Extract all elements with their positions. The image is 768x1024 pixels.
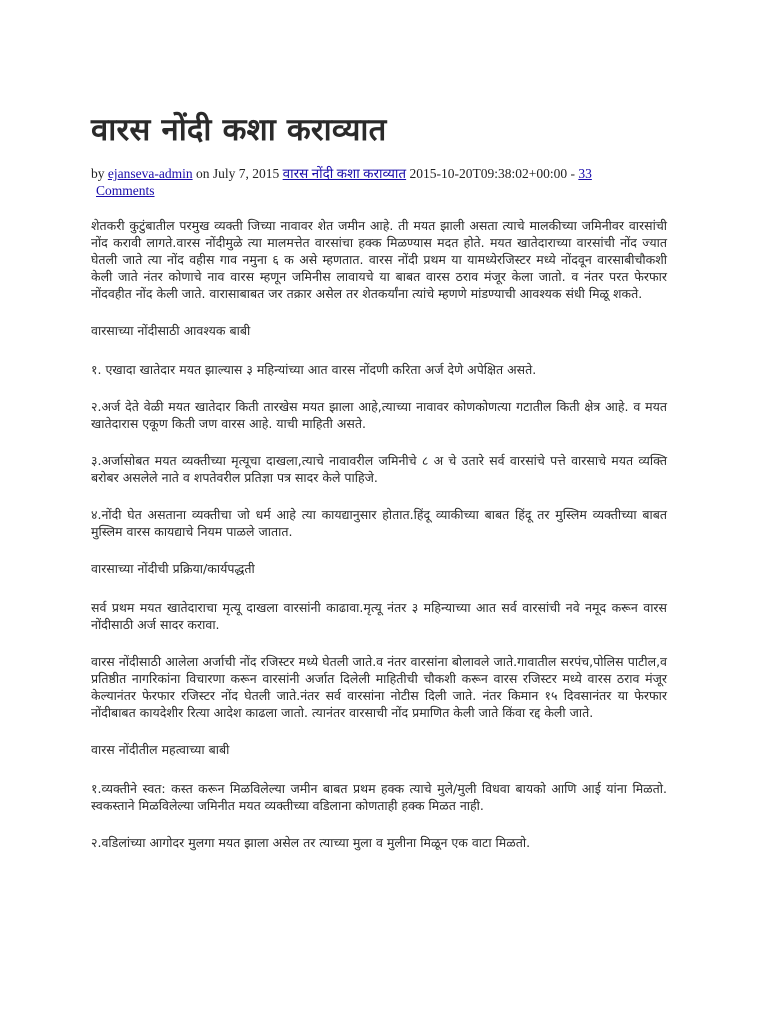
article [91, 108, 667, 871]
author-link[interactable]: ejanseva-admin [107, 166, 193, 181]
section-heading-process: वारसाच्या नोंदीची प्रक्रिया/कार्यपद्धती [91, 561, 255, 576]
section-heading-important: वारस नोंदीतील महत्वाच्या बाबी [91, 742, 230, 757]
paragraph-important-2: २.वडिलांच्या आगोदर मुलगा मयत झाला असेल तर त्याच्या मुला व मुलीना मिळून एक वाटा मिळतो. [91, 835, 531, 850]
meta-by: by [91, 166, 105, 181]
paragraph-point-2: २.अर्ज देते वेळी मयत खातेदार किती तारखेस मयत झाला आहे,त्याच्या नावावर कोणकोणत्या गटातील किती क्षेत्र आहे. व मयत खातेदारास एकूण किती जण वारस आहे. याची माहिती असते. [91, 399, 667, 431]
paragraph-process-1: सर्व प्रथम मयत खातेदाराचा मृत्यू दाखला वारसांनी काढावा.मृत्यू नंतर ३ महिन्याच्या आत सर्व वारसांची नवे नमूद करून वारस नोंदीसाठी अर्ज सादर करावा. [91, 600, 667, 632]
category-link[interactable]: वारस नोंदी कशा कराव्यात [282, 166, 407, 181]
article-meta [91, 165, 667, 199]
meta-timestamp: 2015-10-20T09:38:02+00:00 - [409, 166, 575, 181]
paragraph-point-3: ३.अर्जासोबत मयत व्यक्तीच्या मृत्यूचा दाखला,त्याचे नावावरील जमिनीचे ८ अ चे उतारे सर्व वारसांचे पत्ते वारसाचे मयत व्यक्ति बरोबर असलेले नाते व शपतेवरील प्रतिज्ञा पत्र सादर केले पाहिजे. [91, 453, 667, 485]
article-body [91, 217, 667, 851]
comments-count: 33 [578, 166, 592, 181]
section-heading-requirements: वारसाच्या नोंदीसाठी आवश्यक बाबी [91, 323, 251, 338]
paragraph-point-4: ४.नोंदी घेत असताना व्यक्तीचा जो धर्म आहे त्या कायद्यानुसार होतात.हिंदू व्याकीच्या बाबत हिंदू तर मुस्लिम व्यक्तीच्या बाबत मुस्लिम वारस कायद्याचे नियम पाळले जातात. [91, 507, 667, 539]
paragraph-intro: शेतकरी कुटुंबातील परमुख व्यक्ती जिच्या नावावर शेत जमीन आहे. ती मयत झाली असता त्याचे मालकीच्या जमिनीवर वारसांची नोंद करावी लागते.वारस नोंदीमुळे त्या मालमत्तेत वारसांचा हक्क मिळण्यास मदत होते. मयत खातेदाराच्या वारसांची नोंद ज्यात घेतली जाते त्या नोंद वहीस गाव नमुना ६ क असे म्हणतात. वारस नोंदी प्रथम या यामध्येरजिस्टर मध्ये नोंदवून वारसाबीचौकशी केली जाते नंतर कोणाचे नाव वारस म्हणून जमिनीस लावायचे या बाबत वारस ठराव मंजूर केला जातो. व नंतर परत फेरफार नोंदवहीत नोंद केली जाते. वारासाबाबत जर तक्रार असेल तर शेतकर्यांना त्यांचे म्हणणे मांडण्याची आवश्यक संधी मिळू शकते. [91, 218, 667, 301]
paragraph-point-1: १. एखादा खातेदार मयत झाल्यास ३ महिन्यांच्या आत वारस नोंदणी करिता अर्ज देणे अपेक्षित असते. [91, 362, 537, 377]
article-title: वारस नोंदी कशा कराव्यात [91, 112, 387, 148]
paragraph-process-2: वारस नोंदीसाठी आलेला अर्जाची नोंद रजिस्टर मध्ये घेतली जाते.व नंतर वारसांना बोलावले जाते.गावातील सरपंच,पोलिस पाटील,व प्रतिष्ठीत नागरिकांना विचारणा करून वारसांनी अर्जात दिलेली माहितीची चौकशी करून वारस रजिस्टर मध्ये वारस ठराव मंजूर केल्यानंतर फेरफार रजिस्टर नोंद घेतली जाते.नंतर सर्व वारसांना नोटीस दिली जाते. नंतर किमान १५ दिवसानंतर या फेरफार नोंदीबाबत कायदेशीर रित्या आदेश काढला जातो. त्यानंतर वारसाची नोंद प्रमाणित केली जाते किंवा रद्द केली जाते. [91, 654, 667, 720]
paragraph-important-1: १.व्यक्तीने स्वत: कस्त करून मिळविलेल्या जमीन बाबत प्रथम हक्क त्याचे मुले/मुली विधवा बायको आणि आई यांना मिळतो. स्वकस्ताने मिळविलेल्या जमिनीत मयत व्यक्तीच्या वडिलाना कोणताही हक्क मिळत नाही. [91, 781, 667, 813]
comments-label: Comments [96, 183, 155, 198]
meta-date: on July 7, 2015 [195, 166, 280, 181]
